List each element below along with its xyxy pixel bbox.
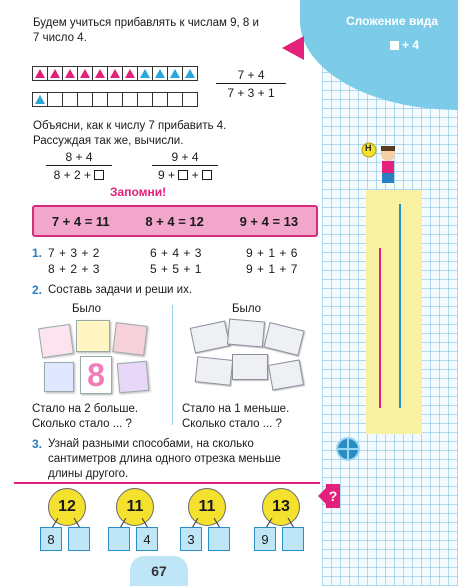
blank-square [94, 170, 104, 180]
globe-icon [336, 437, 360, 461]
segments-drawing [366, 190, 422, 434]
strip-cell [123, 67, 138, 80]
strip-cell-empty [138, 93, 153, 106]
strip-cell [168, 67, 183, 80]
strip-cell [108, 67, 123, 80]
strip-cell [63, 67, 78, 80]
pink-triangle-icon [35, 69, 45, 78]
sum-circle: 13 [262, 488, 300, 526]
task-3-number: 3. [32, 437, 43, 451]
task-1-col3: 9 + 1 + 6 9 + 1 + 7 [246, 246, 298, 276]
blue-triangle-icon [170, 69, 180, 78]
blue-triangle-icon [140, 69, 150, 78]
strip-cell [138, 67, 153, 80]
card-digit: 8 [87, 356, 105, 393]
column-divider [172, 305, 173, 425]
remember-box: 7 + 4 = 11 8 + 4 = 12 9 + 4 = 13 [32, 205, 318, 237]
task-1-number: 1. [32, 246, 43, 260]
task-1-col1: 7 + 3 + 2 8 + 2 + 3 [48, 246, 100, 276]
task-1-col2: 6 + 4 + 3 5 + 5 + 1 [150, 246, 202, 276]
strip-cell-empty [63, 93, 78, 106]
sum-circle: 12 [48, 488, 86, 526]
task-2-text: Составь задачи и реши их. [48, 284, 193, 296]
expression-7-plus-4: $\frac{7 + 4}{7 + 3 + 1}$ [216, 68, 286, 100]
strip-cell-empty [78, 93, 93, 106]
pink-flag-icon [282, 36, 304, 60]
pink-triangle-icon [50, 69, 60, 78]
remember-label: Запомни! [110, 185, 167, 199]
strip-cell [153, 67, 168, 80]
boy-badge: Н [365, 143, 372, 153]
blank-square [202, 170, 212, 180]
strip-cell-empty [93, 93, 108, 106]
right-before-label: Было [232, 303, 262, 315]
blue-triangle-icon [35, 95, 45, 104]
blank-square [178, 170, 188, 180]
left-before-label: Было [72, 303, 102, 315]
blue-triangle-icon [155, 69, 165, 78]
strip-cell [183, 67, 197, 80]
strip-cell-empty [48, 93, 63, 106]
page-number: 67 [151, 563, 167, 579]
separator-line [14, 482, 320, 484]
task-2-number: 2. [32, 283, 43, 297]
strip-cell-empty [153, 93, 168, 106]
header-subtitle: + 4 [390, 38, 419, 52]
strip-cell-empty [108, 93, 123, 106]
flower-cards-image [32, 318, 160, 398]
strip-cell-empty [168, 93, 183, 106]
intro-text: Будем учиться прибавлять к числам 9, 8 и 7 число 4. [33, 17, 259, 44]
blue-triangle-icon [185, 69, 195, 78]
explain-text: Объясни, как к числу 7 прибавить 4. Рассуждая так же, вычисли. [33, 120, 227, 147]
addend-box-left[interactable] [108, 527, 130, 551]
addend-box-right[interactable]: 4 [136, 527, 158, 551]
sum-circle: 11 [116, 488, 154, 526]
addend-box-left[interactable]: 8 [40, 527, 62, 551]
strip-cell-empty [123, 93, 138, 106]
strip-cell [93, 67, 108, 80]
pink-triangle-icon [65, 69, 75, 78]
pink-triangle-icon [95, 69, 105, 78]
task-3-text: Узнай разными способами, на сколько сантиметров длина одного отрезка меньше длины другого. [48, 438, 281, 480]
strip-cell [48, 67, 63, 80]
addend-box-right[interactable] [68, 527, 90, 551]
triangle-strip-1 [32, 66, 198, 81]
strip-cell [33, 93, 48, 106]
square-icon [390, 41, 399, 50]
expression-8-plus-4: $\frac{8 + 4}{8 + 2 +}$ [46, 150, 112, 182]
pink-triangle-icon [110, 69, 120, 78]
triangle-strip-2 [32, 92, 198, 107]
strip-cell [33, 67, 48, 80]
addend-box-left[interactable]: 9 [254, 527, 276, 551]
sum-circle: 11 [188, 488, 226, 526]
addend-box-right[interactable] [282, 527, 304, 551]
pink-triangle-icon [125, 69, 135, 78]
addend-box-right[interactable] [208, 527, 230, 551]
pink-triangle-icon [80, 69, 90, 78]
left-after-text: Стало на 2 больше. Сколько стало ... ? [32, 403, 139, 430]
right-after-text: Стало на 1 меньше. Сколько стало ... ? [182, 403, 290, 430]
question-icon: ? [326, 484, 340, 508]
header-title: Сложение вида [345, 14, 438, 28]
envelopes-image [188, 318, 310, 398]
expression-9-plus-4: $\frac{9 + 4}{9 + +}$ [152, 150, 218, 182]
strip-cell-empty [183, 93, 197, 106]
addend-box-left[interactable]: 3 [180, 527, 202, 551]
strip-cell [78, 67, 93, 80]
